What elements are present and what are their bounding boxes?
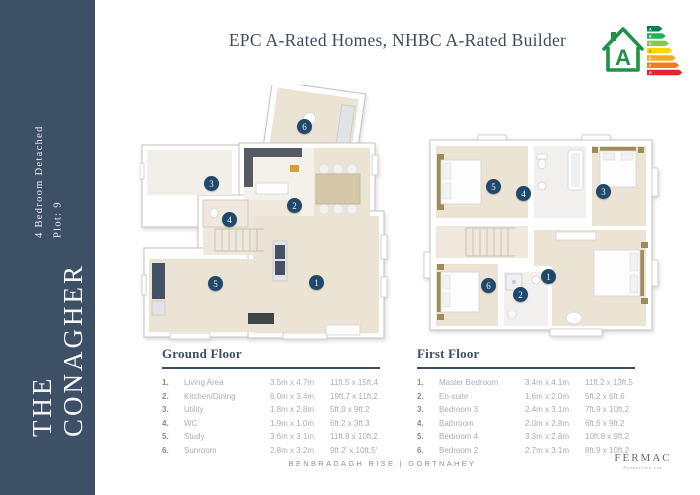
- kitchen-counter: [244, 148, 302, 157]
- table-row: [162, 390, 380, 404]
- row-number: 5.: [162, 432, 169, 442]
- room-size-imperial: 8ft.9 x 10ft.2: [585, 445, 630, 455]
- room-size-metric: 6.0m x 3.4m: [270, 391, 315, 401]
- room-size-metric: 1.6m x 2.0m: [525, 391, 570, 401]
- room-size-metric: 1.8m x 2.8m: [270, 405, 315, 415]
- room-marker-master: 1: [541, 269, 556, 284]
- room-marker-bedroom4: 5: [486, 179, 501, 194]
- subtitle-plot: Plot: 9: [52, 201, 64, 238]
- room-marker-bathroom: 4: [516, 186, 531, 201]
- room-size-metric: 2.7m x 3.1m: [525, 445, 570, 455]
- room-size-imperial: 6ft.2 x 3ft.3: [330, 418, 370, 428]
- ground-floor-plan-drawing: [140, 85, 388, 340]
- row-number: 1.: [417, 378, 424, 387]
- table-row: [162, 403, 380, 417]
- living-sofa: [273, 241, 287, 281]
- room-size-metric: 3.3m x 2.8m: [525, 432, 570, 442]
- plot-subtitle: [31, 118, 68, 238]
- study-sofa: [152, 263, 165, 299]
- subtitle-type: 4 Bedroom Detached: [34, 125, 45, 238]
- table-row: [162, 376, 380, 390]
- room-marker-kitchen: 2: [287, 198, 302, 213]
- row-number: 6.: [417, 445, 424, 455]
- room-size-imperial: 5ft.2 x 6ft.6: [585, 391, 625, 401]
- room-size-metric: 2.4m x 3.1m: [525, 405, 570, 415]
- kitchen-island: [256, 183, 288, 194]
- builder-name: FERMAC: [614, 452, 672, 464]
- bedroom2-bed: [437, 264, 479, 320]
- room-size-metric: 3.5m x 4.7m: [270, 378, 315, 387]
- room-marker-bedroom2: 6: [481, 278, 496, 293]
- svg-text:E: E: [649, 56, 652, 61]
- row-number: 4.: [417, 418, 424, 428]
- row-number: 3.: [417, 405, 424, 415]
- room-marker-wc: 4: [222, 212, 237, 227]
- svg-text:G: G: [649, 71, 652, 76]
- room-name: En-suite: [439, 391, 469, 401]
- room-size-imperial: 19ft.7 x 11ft.2: [330, 391, 378, 401]
- room-size-metric: 2.0m x 2.8m: [525, 418, 570, 428]
- room-name: Living Area: [184, 378, 224, 387]
- epc-rating-icon: [599, 24, 683, 81]
- epc-house-icon: [604, 29, 642, 70]
- table-row: [162, 430, 380, 444]
- room-name: Utility: [184, 405, 204, 415]
- room-name: Bedroom 2: [439, 445, 479, 455]
- table-row: [417, 417, 635, 431]
- development-name: BENBRADAGH RISE | GORTNAHEY: [288, 459, 477, 468]
- room-size-metric: 3.6m x 3.1m: [270, 432, 315, 442]
- svg-text:A: A: [649, 27, 652, 32]
- table-row: [417, 430, 635, 444]
- room-marker-ensuite: 2: [513, 287, 528, 302]
- row-number: 6.: [162, 445, 169, 455]
- svg-text:F: F: [649, 63, 652, 68]
- table-row: [417, 376, 635, 390]
- svg-text:C: C: [649, 42, 652, 46]
- bedroom3-bed: [592, 147, 644, 187]
- room-size-imperial: 5ft.9 x 9ft.2: [330, 405, 370, 415]
- svg-text:D: D: [649, 49, 652, 54]
- table-row: [162, 444, 380, 458]
- epc-house-letter: A: [615, 45, 631, 70]
- room-size-metric: 3.4m x 4.1m: [525, 378, 570, 387]
- room-marker-sunroom: 6: [297, 119, 312, 134]
- table-row: [417, 403, 635, 417]
- row-number: 3.: [162, 405, 169, 415]
- first-floor-table: [417, 346, 635, 458]
- room-size-imperial: 7ft.9 x 10ft.2: [585, 405, 630, 415]
- dining-table: [316, 164, 360, 214]
- room-marker-utility: 3: [204, 176, 219, 191]
- svg-text:B: B: [649, 34, 652, 39]
- row-number: 5.: [417, 432, 424, 442]
- room-marker-study: 5: [208, 276, 223, 291]
- ground-floor-heading: Ground Floor: [162, 346, 380, 369]
- room-size-metric: 2.8m x 3.2m: [270, 445, 315, 455]
- house-name-title: THE CONAGHER: [27, 262, 88, 437]
- table-row: [417, 444, 635, 458]
- room-marker-bedroom3: 3: [596, 184, 611, 199]
- first-floor-plan-drawing: [422, 132, 660, 337]
- table-row: [162, 417, 380, 431]
- page-title: EPC A-Rated Homes, NHBC A-Rated Builder: [228, 30, 567, 50]
- builder-logo: [608, 452, 678, 470]
- room-size-metric: 1.9m x 1.0m: [270, 418, 315, 428]
- ground-floor-table: [162, 346, 380, 458]
- room-size-imperial: 11ft.8 x 10ft.2: [330, 432, 378, 442]
- table-row: [417, 390, 635, 404]
- sidebar: [0, 0, 95, 495]
- room-name: Kitchen/Dining: [184, 391, 236, 401]
- room-name: Master Bedroom: [439, 378, 499, 387]
- room-marker-living: 1: [309, 275, 324, 290]
- ground-floor-plan: [140, 85, 388, 340]
- bedroom4-bed: [437, 154, 481, 210]
- row-number: 4.: [162, 418, 169, 428]
- fireplace: [248, 313, 274, 324]
- epc-house-and-bars-icon: [599, 24, 683, 81]
- room-size-imperial: 10ft.8 x 9ft.2: [585, 432, 630, 442]
- room-size-imperial: 11ft.2 x 13ft.5: [585, 378, 633, 387]
- epc-bars-icon: [647, 26, 683, 75]
- row-number: 2.: [417, 391, 424, 401]
- room-size-imperial: 6ft.6 x 9ft.2: [585, 418, 625, 428]
- room-name: Sunroom: [184, 445, 217, 455]
- builder-tagline: Properties Ltd: [623, 465, 663, 470]
- room-name: Study: [184, 432, 205, 442]
- row-number: 1.: [162, 378, 169, 387]
- room-size-imperial: 11ft.5 x 15ft.4: [330, 378, 378, 387]
- row-number: 2.: [162, 391, 169, 401]
- first-floor-heading: First Floor: [417, 346, 635, 369]
- toilet-icon: [210, 208, 218, 218]
- first-floor-plan: [422, 132, 660, 337]
- room-size-imperial: 9ft.2' x 10ft.5': [330, 445, 378, 455]
- room-name: WC: [184, 418, 198, 428]
- room-name: Bedroom 4: [439, 432, 479, 442]
- room-name: Bedroom 3: [439, 405, 479, 415]
- room-name: Bathroom: [439, 418, 474, 428]
